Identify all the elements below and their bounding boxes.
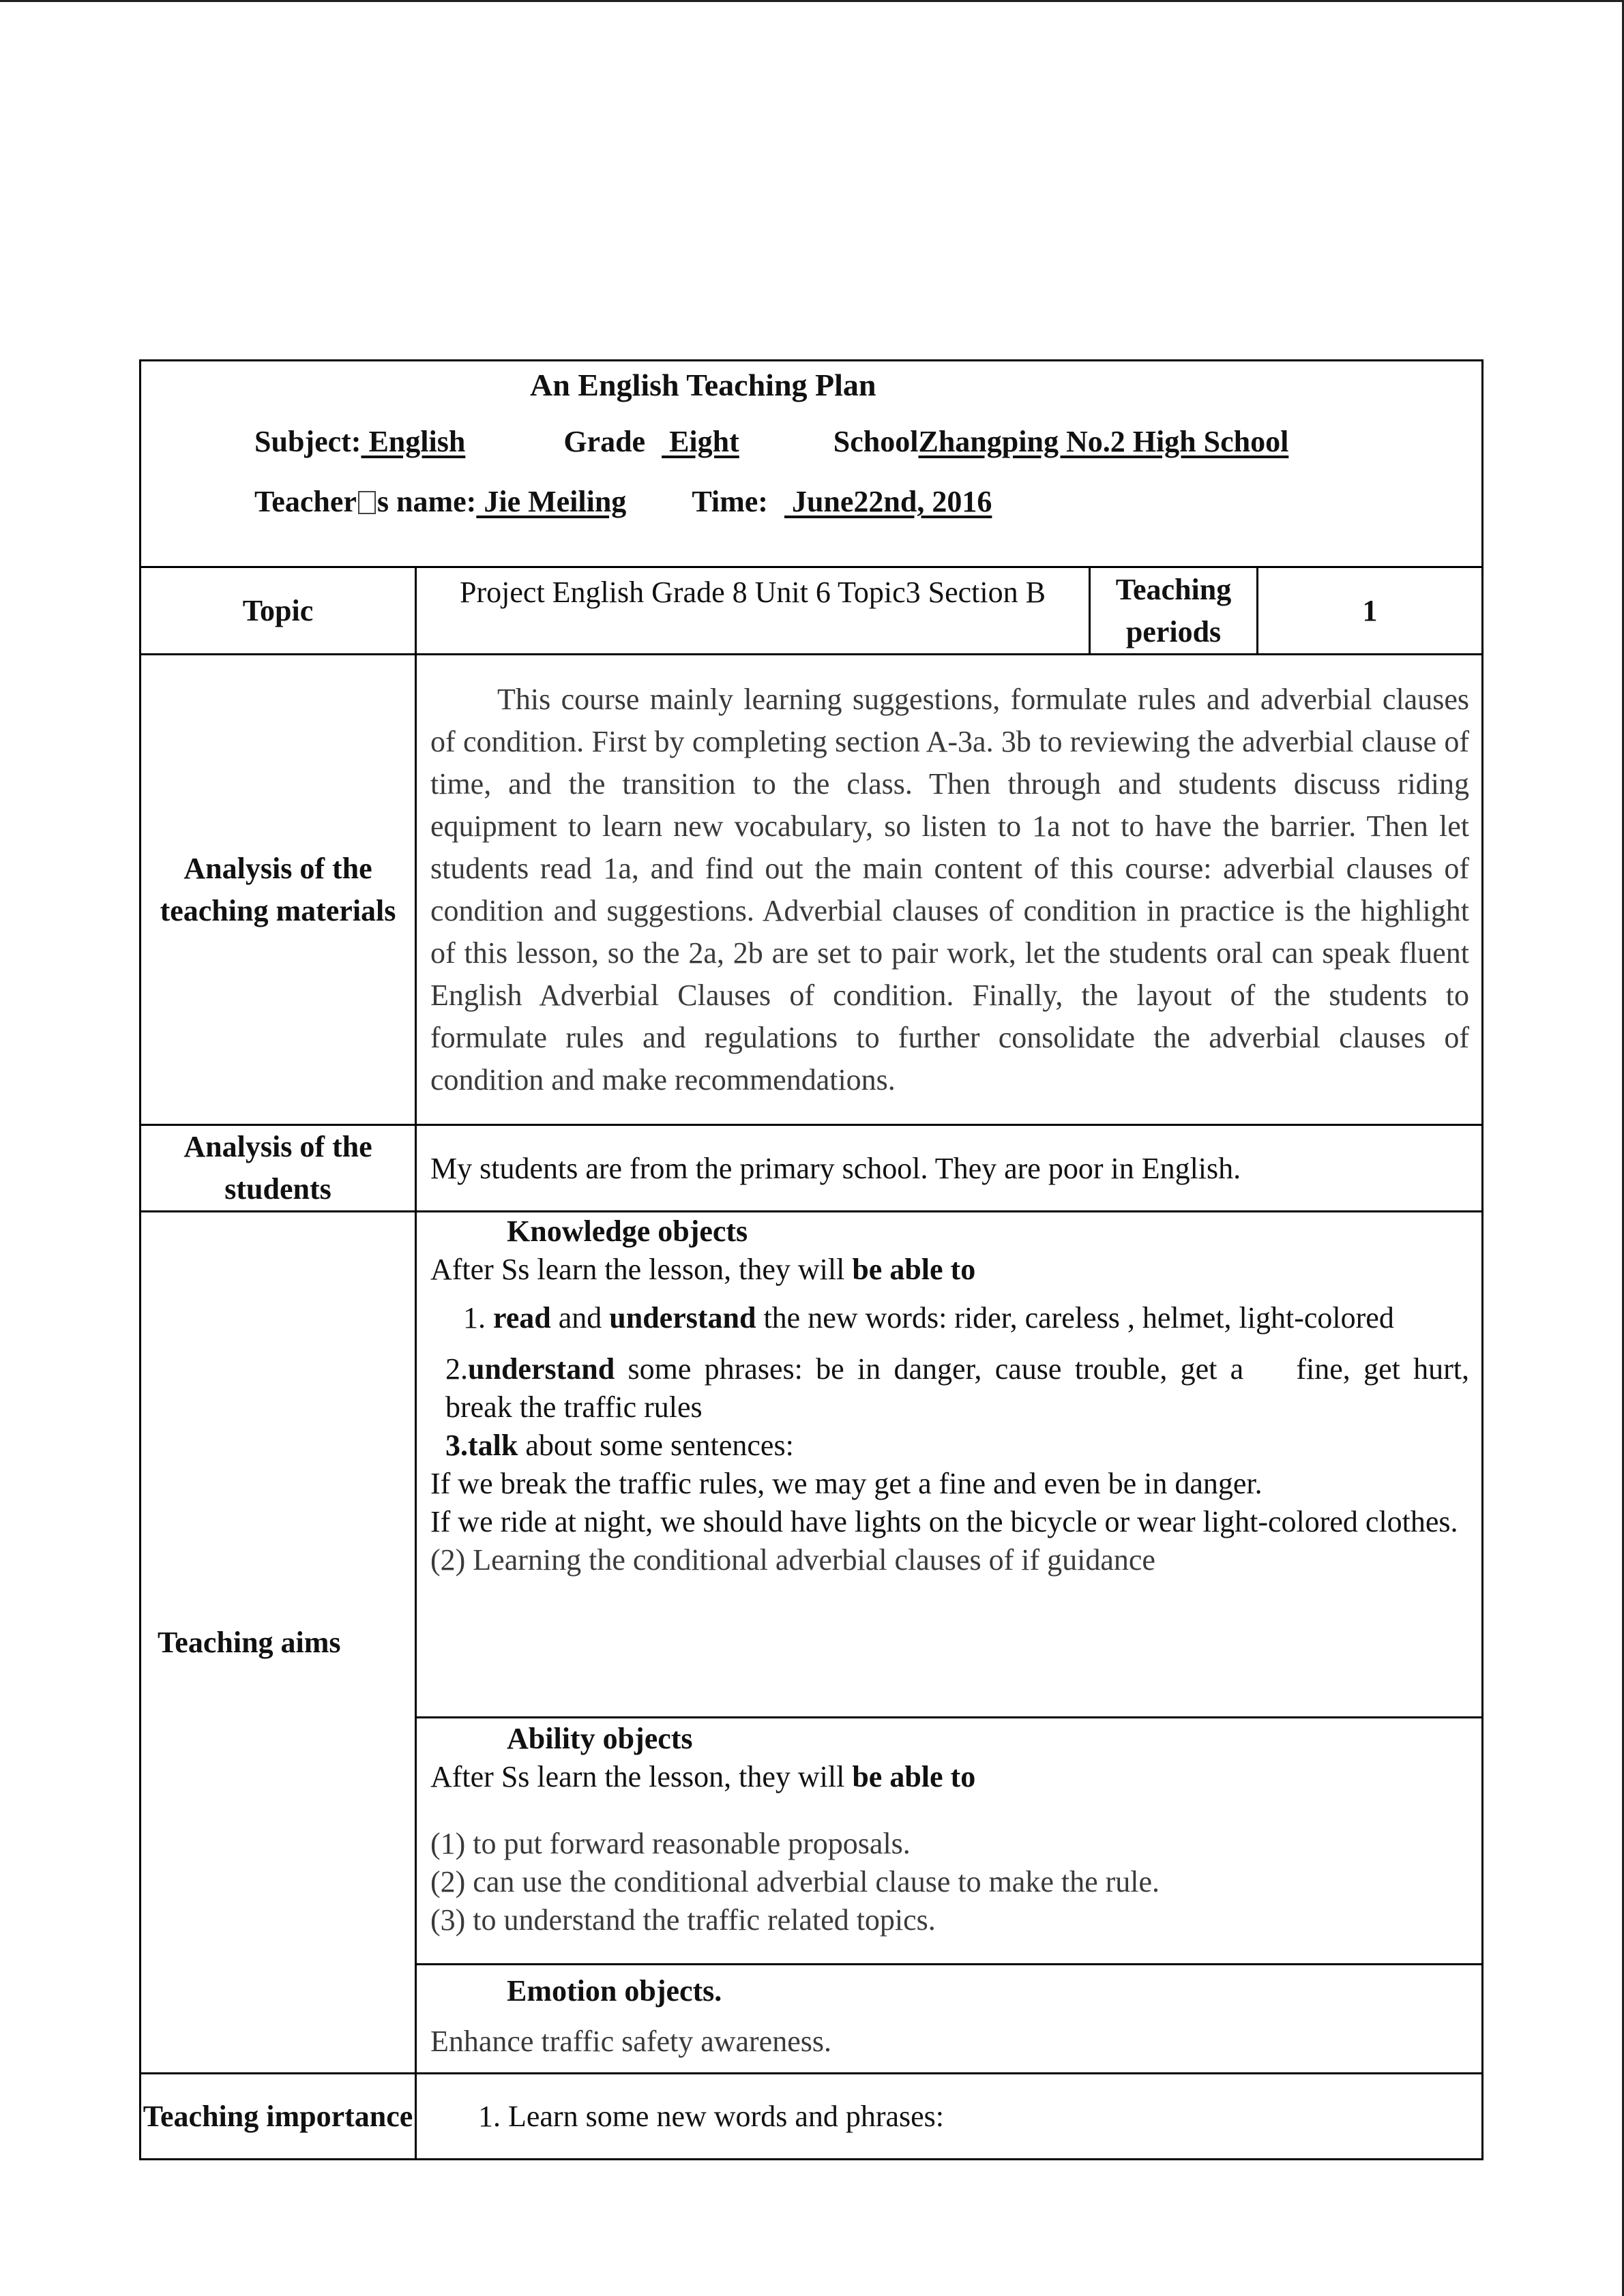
teaching-periods-label: Teaching periods (1090, 567, 1258, 655)
ability-objects-cell (416, 1718, 1483, 1965)
students-text: My students are from the primary school. They are poor in English. (416, 1125, 1483, 1212)
emotion-text: Enhance traffic safety awareness. (430, 2025, 831, 2058)
ability-heading: Ability objects (507, 1722, 693, 1755)
students-label: Analysis of the students (141, 1125, 416, 1212)
subject-value: English (361, 425, 466, 458)
topic-label: Topic (141, 567, 416, 655)
knowledge-objects-cell (416, 1212, 1507, 1718)
teaching-plan-table (139, 359, 1507, 2160)
page-top-border (0, 0, 1624, 2)
emotion-objects-cell (416, 1965, 1483, 2074)
school-value: Zhangping No.2 High School (918, 425, 1289, 458)
teaching-aims-label: Teaching aims (141, 1212, 416, 2074)
grade-label: Grade (563, 425, 646, 458)
grade-value: Eight (662, 425, 739, 458)
time-value: June22nd, 2016 (784, 485, 992, 518)
ability-item-3: (3) to understand the traffic related topics. (430, 1903, 936, 1937)
teacher-label: Teacher s name: (254, 485, 477, 518)
importance-text: 1. Learn some new words and phrases: (416, 2074, 1483, 2160)
topic-value: Project English Grade 8 Unit 6 Topic3 Section B (416, 567, 1090, 655)
materials-cell (416, 655, 1483, 1125)
ability-item-2: (2) can use the conditional adverbial clause to make the rule. (430, 1865, 1160, 1898)
emotion-heading: Emotion objects. (507, 1974, 722, 2008)
school-label: School (833, 425, 919, 458)
teacher-value: Jie Meiling (476, 485, 627, 518)
teaching-periods-value: 1 (1258, 567, 1483, 655)
subject-line (254, 424, 1373, 459)
example-sentence-1: If we break the traffic rules, we may get a fine and even be in danger. (430, 1467, 1263, 1500)
knowledge-item-3: 3.talk about some sentences: (445, 1429, 794, 1462)
ability-intro: After Ss learn the lesson, they will be able to (430, 1760, 976, 1793)
example-sentence-2: If we ride at night, we should have lights on the bicycle or wear light-colored clothes. (430, 1505, 1458, 1538)
knowledge-item-4: (2) Learning the conditional adverbial clauses of if guidance (430, 1543, 1155, 1577)
time-label: Time: (692, 485, 768, 518)
teacher-line (254, 484, 1079, 519)
knowledge-item-1: 1. read and understand the new words: rider, careless , helmet, light-colored (463, 1301, 1394, 1335)
plan-header-cell (141, 361, 1483, 567)
materials-label: Analysis of the teaching materials (141, 655, 416, 1125)
knowledge-heading: Knowledge objects (507, 1214, 748, 1248)
knowledge-intro: After Ss learn the lesson, they will be able to (430, 1253, 976, 1286)
importance-label: Teaching importance (141, 2074, 416, 2160)
ability-item-1: (1) to put forward reasonable proposals. (430, 1827, 911, 1860)
plan-title: An English Teaching Plan (530, 368, 876, 402)
subject-label: Subject: (254, 425, 361, 458)
knowledge-item-2: 2.understand some phrases: be in danger, cause trouble, get a fine, get hurt, break the traffic rules (445, 1352, 1507, 1424)
missing-glyph-icon (358, 491, 376, 514)
materials-text: This course mainly learning suggestions, formulate rules and adverbial clauses of condition. First by completing section A-3a. 3b to reviewing the adverbial clause of time, and the transition to the class. Then through and students discuss riding equipment to learn new vocabulary, so listen to 1a not to have the barrier. Then let students read 1a, and find out the main content of this course: adverbial clauses of condition and suggestions. Adverbial clauses of condition in practice is the highlight of this lesson, so the 2a, 2b are set to pair work, let the students oral can speak fluent English Adverbial Clauses of condition. Finally, the layout of the students to formulate rules and regulations to further consolidate the adverbial clauses of condition and make recommendations. (430, 682, 1469, 1097)
